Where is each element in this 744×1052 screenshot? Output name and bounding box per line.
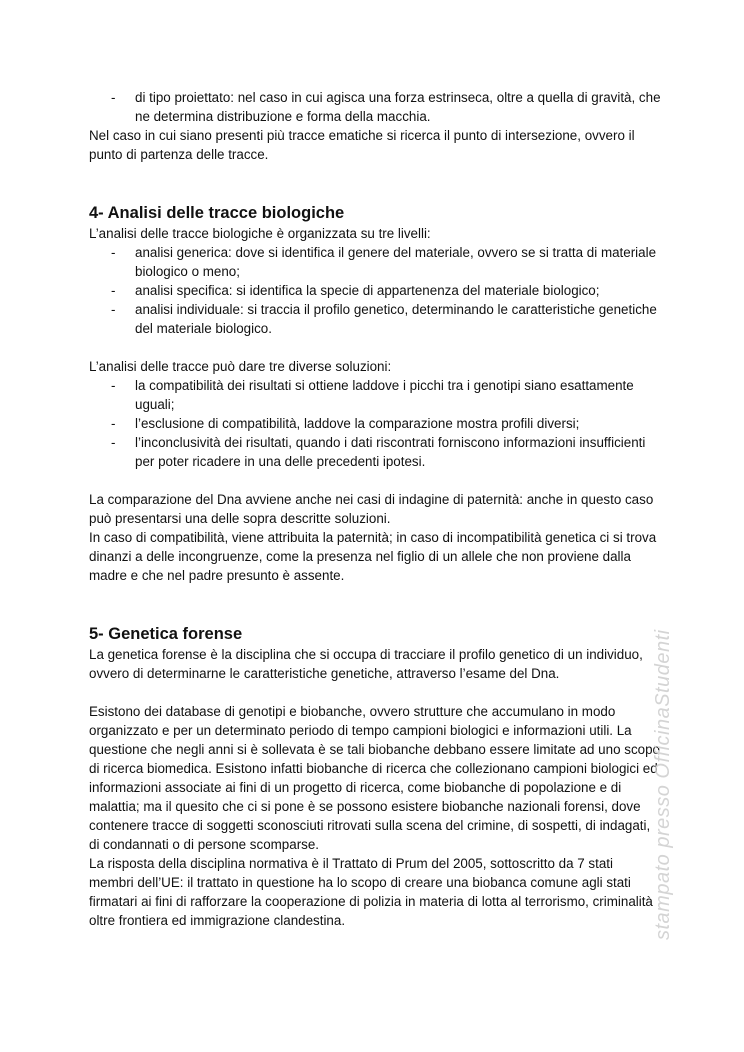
section-heading: 4- Analisi delle tracce biologiche [89,204,345,222]
paragraph: In caso di compatibilità, viene attribuita la paternità; in caso di incompatibilità genetica ci si trova dinanzi a delle incongruenze, come la presenza nel figlio di un allele che non proviene dalla madre e che nel padre presunto è assente. [89,530,657,583]
paragraph: La genetica forense è la disciplina che si occupa di tracciare il profilo genetico di un individuo, ovvero di determinarne le caratteristiche genetiche, attraverso l’esame del Dna. [89,647,643,681]
list-item: - l’esclusione di compatibilità, laddove la comparazione mostra profili diversi; [89,414,661,433]
paragraph: Nel caso in cui siano presenti più tracce ematiche si ricerca il punto di intersezione, ovvero il punto di partenza delle tracce. [89,128,635,162]
list-item: - l’inconclusività dei risultati, quando i dati riscontrati forniscono informazioni insufficienti per poter ricadere in una delle precedenti ipotesi. [89,433,661,471]
paragraph: Esistono dei database di genotipi e biobanche, ovvero strutture che accumulano in modo organizzato e per un determinato periodo di tempo campioni biologici e informazioni utili. La questione che negli anni si è sollevata è se tali biobanche debbano essere limitate ad uno scopo di ricerca biomedica. Esistono infatti biobanche di ricerca che collezionano campioni biologici ed informazioni associate ai fini di un progetto di ricerca, come biobanche di popolazione e di malattia; ma il quesito che ci si pone è se possono esistere biobanche nazionali forensi, dove contenere tracce di soggetti sconosciuti ritrovati sulla scena del crimine, di sospetti, di indagati, di condannati o di persone scomparse. [89,704,660,852]
list-item: - analisi specifica: si identifica la specie di appartenenza del materiale biologico; [89,281,661,300]
watermark-text: stampato presso OfficinaStudenti [652,629,674,940]
levels-list [89,243,661,338]
list-item: - di tipo proiettato: nel caso in cui agisca una forza estrinseca, oltre a quella di gravità, che ne determina distribuzione e forma della macchia. [89,88,661,126]
paragraph: La comparazione del Dna avviene anche nei casi di indagine di paternità: anche in questo caso può presentarsi una delle sopra descritte soluzioni. [89,492,654,526]
list-item: - analisi generica: dove si identifica il genere del materiale, ovvero se si tratta di materiale biologico o meno; [89,243,661,281]
paragraph: La risposta della disciplina normativa è il Trattato di Prum del 2005, sottoscritto da 7 stati membri dell’UE: il trattato in questione ha lo scopo di creare una biobanca comune agli stati firmatari ai fini di rafforzare la cooperazione di polizia in materia di lotta al terrorismo, criminalità oltre frontiera ed immigrazione clandestina. [89,856,653,928]
list-item: - analisi individuale: si traccia il profilo genetico, determinando le caratteristiche genetiche del materiale biologico. [89,300,661,338]
paragraph: L’analisi delle tracce biologiche è organizzata su tre livelli: [89,226,431,241]
list-item: - la compatibilità dei risultati si ottiene laddove i picchi tra i genotipi siano esattamente uguali; [89,376,661,414]
page-content [89,88,661,930]
intro-list [89,88,661,126]
section-heading: 5- Genetica forense [89,625,243,643]
solutions-list [89,376,661,471]
paragraph: L’analisi delle tracce può dare tre diverse soluzioni: [89,359,392,374]
